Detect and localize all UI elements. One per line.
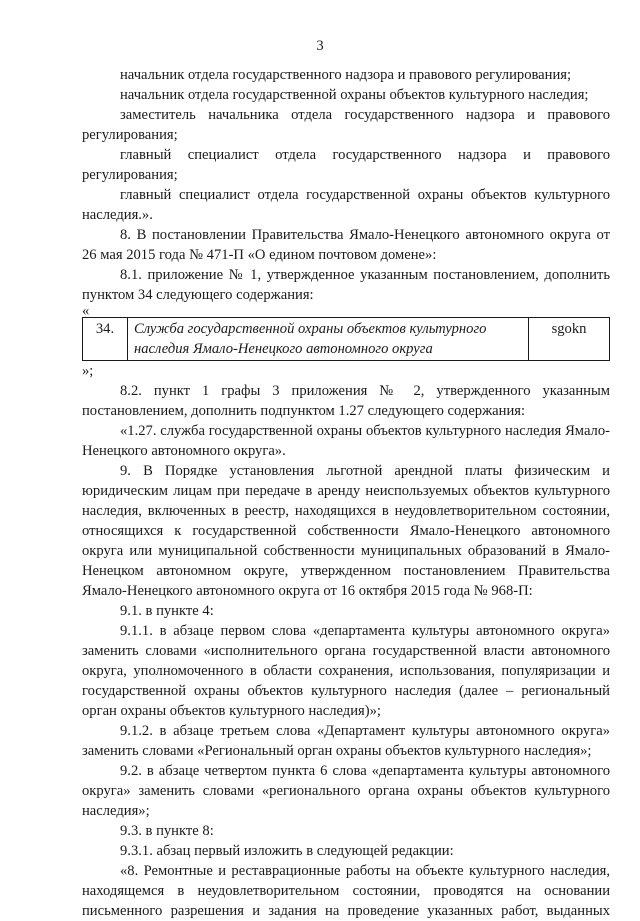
quote-open: « [82,303,90,319]
paragraph-item-9-3: 9.3. в пункте 8: [120,823,214,839]
paragraph-position-4: главный специалист отдела государственного надзора и правового регулирования; [82,147,610,183]
paragraph-position-5: главный специалист отдела государственной охраны объектов культурного наследия.». [82,187,610,223]
paragraph-item-8-1: 8.1. приложение № 1, утвержденное указанным постановлением, дополнить пунктом 34 следующего содержания: [82,267,610,303]
paragraph-item-8-2: 8.2. пункт 1 графы 3 приложения № 2, утвержденного указанным постановлением, дополнить подпунктом 1.27 следующего содержания: [82,383,610,419]
paragraph-subitem-1-27: «1.27. служба государственной охраны объектов культурного наследия Ямало-Ненецкого автономного округа». [82,423,610,459]
paragraph-position-1: начальник отдела государственного надзора и правового регулирования; [120,67,572,83]
table-cell-name: Служба государственной охраны объектов культурного наследия Ямало-Ненецкого автономного округа [128,318,529,361]
table-row [83,318,610,361]
paragraph-item-9-1-1: 9.1.1. в абзаце первом слова «департамента культуры автономного округа» заменить словами «исполнительного органа государственной власти автономного округа, уполномоченного в области сохранения, использования, популяризации и государственной охраны объектов культурного наследия (далее – региональный орган охраны объектов культурного наследия)»; [82,623,610,719]
paragraph-item-9-3-1: 9.3.1. абзац первый изложить в следующей редакции: [120,843,454,859]
table-cell-number: 34. [83,318,128,361]
paragraph-item-9-1: 9.1. в пункте 4: [120,603,214,619]
quote-close: »; [82,363,94,379]
paragraph-item-9-1-2: 9.1.2. в абзаце третьем слова «Департамент культуры автономного округа» заменить словами «Региональный орган охраны объектов культурного наследия»; [82,723,610,759]
document-body [82,65,610,921]
table-cell-code: sgokn [529,318,610,361]
paragraph-item-8: 8. В постановлении Правительства Ямало-Ненецкого автономного округа от 26 мая 2015 года № 471-П «О едином почтовом домене»: [82,227,610,263]
page-number: 3 [316,38,324,54]
paragraph-item-9-2: 9.2. в абзаце четвертом пункта 6 слова «департамента культуры автономного округа» заменить словами «регионального органа охраны объектов культурного наследия»; [82,763,610,819]
paragraph-item-9: 9. В Порядке установления льготной арендной платы физическим и юридическим лицам при передаче в аренду неиспользуемых объектов культурного наследия, включенных в реестр, находящихся в неудовлетворительном состоянии, относящихся к государственной собственности Ямало-Ненецкого автономного округа или муниципальной собственности муниципальных образований в Ямало-Ненецком автономном округе, утвержденном постановлением Правительства Ямало-Ненецкого автономного округа от 16 октября 2015 года № 968-П: [82,463,610,599]
paragraph-quoted-item-8: «8. Ремонтные и реставрационные работы на объекте культурного наследия, находящемся в неудовлетворительном состоянии, проводятся на основании письменного разрешения и задания на проведение указанных работ, выданных [82,863,610,919]
paragraph-position-3: заместитель начальника отдела государственного надзора и правового регулирования; [82,107,610,143]
paragraph-position-2: начальник отдела государственной охраны объектов культурного наследия; [120,87,589,103]
domain-table [82,317,610,361]
